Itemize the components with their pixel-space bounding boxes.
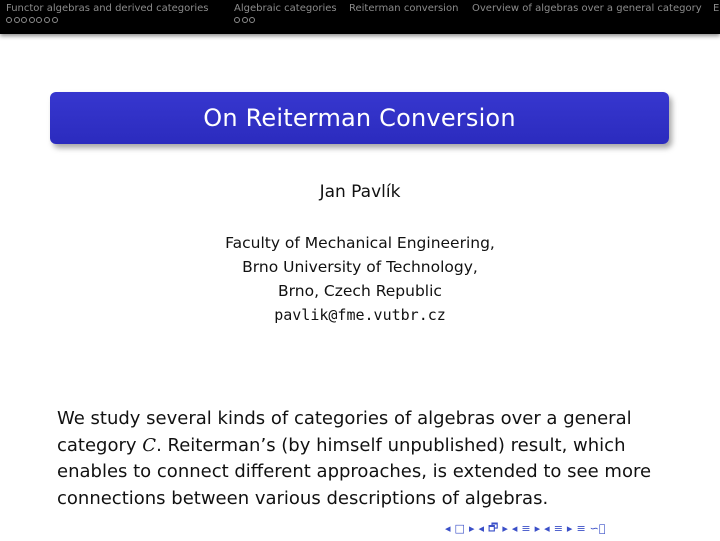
affiliation-faculty: Faculty of Mechanical Engineering, <box>225 234 495 252</box>
category-symbol: C <box>142 434 157 456</box>
frame-dot[interactable] <box>249 17 255 23</box>
nav-section-truncated[interactable] <box>713 2 719 15</box>
nav-section-label[interactable]: E <box>713 3 720 14</box>
search-icon[interactable]: ∽⃝ <box>589 521 606 535</box>
slide-prev-icon[interactable]: ◂ <box>445 521 451 535</box>
section-navigation-bar <box>0 0 720 34</box>
nav-section-algebraic-categories[interactable] <box>234 2 337 25</box>
affiliation-university: Brno University of Technology, <box>242 258 478 276</box>
abstract-line <box>57 433 677 460</box>
beamer-navigation-symbols <box>445 521 715 535</box>
nav-section-dots <box>6 17 209 25</box>
section-next-icon[interactable]: ▸ <box>566 521 573 535</box>
section-icon[interactable]: ≡ <box>553 521 563 535</box>
align-icon[interactable]: ≡ <box>576 521 586 535</box>
slide-title: On Reiterman Conversion <box>203 104 516 132</box>
frame-dot[interactable] <box>234 17 240 23</box>
nav-section-overview[interactable] <box>472 2 702 15</box>
abstract-line: We study several kinds of categories of algebras over a general <box>57 408 632 429</box>
frame-next-icon[interactable]: ▸ <box>502 521 508 535</box>
frame-dot[interactable] <box>44 17 50 23</box>
frame-dot[interactable] <box>21 17 27 23</box>
subsection-icon[interactable]: ≡ <box>521 521 531 535</box>
subsection-prev-icon[interactable]: ◂ <box>511 521 518 535</box>
slide-icon[interactable]: □ <box>454 521 465 535</box>
nav-section-label[interactable]: Functor algebras and derived categories <box>6 3 209 14</box>
abstract-text-fragment: . Reiterman’s (by himself unpublished) result, which <box>156 434 626 456</box>
abstract-text <box>57 406 677 512</box>
nav-section-functor-algebras[interactable] <box>6 2 209 25</box>
nav-section-reiterman-conversion[interactable] <box>349 2 458 15</box>
affiliation-block <box>0 231 720 327</box>
frame-dot[interactable] <box>6 17 12 23</box>
author-name: Jan Pavlík <box>319 182 401 202</box>
frame-icon[interactable]: 🗗 <box>488 520 499 534</box>
abstract-line: enables to connect different approaches, is extended to see more <box>57 461 652 482</box>
frame-dot[interactable] <box>36 17 42 23</box>
affiliation-city: Brno, Czech Republic <box>278 282 442 300</box>
frame-dot[interactable] <box>52 17 58 23</box>
author-email: pavlik@fme.vutbr.cz <box>274 306 446 324</box>
slide-next-icon[interactable]: ▸ <box>468 521 475 535</box>
nav-section-label[interactable]: Overview of algebras over a general category <box>472 3 702 14</box>
frame-dot[interactable] <box>14 17 20 23</box>
nav-section-dots <box>234 17 337 25</box>
frame-prev-icon[interactable]: ◂ <box>478 521 484 535</box>
frame-dot[interactable] <box>29 17 35 23</box>
abstract-text-fragment: category <box>57 434 143 456</box>
nav-section-label[interactable]: Reiterman conversion <box>349 3 459 14</box>
frame-dot[interactable] <box>242 17 248 23</box>
subsection-next-icon[interactable]: ▸ <box>534 521 541 535</box>
section-prev-icon[interactable]: ◂ <box>544 521 550 535</box>
abstract-line: connections between various descriptions of algebras. <box>57 487 549 509</box>
title-block <box>50 92 669 144</box>
nav-section-label[interactable]: Algebraic categories <box>234 3 337 14</box>
